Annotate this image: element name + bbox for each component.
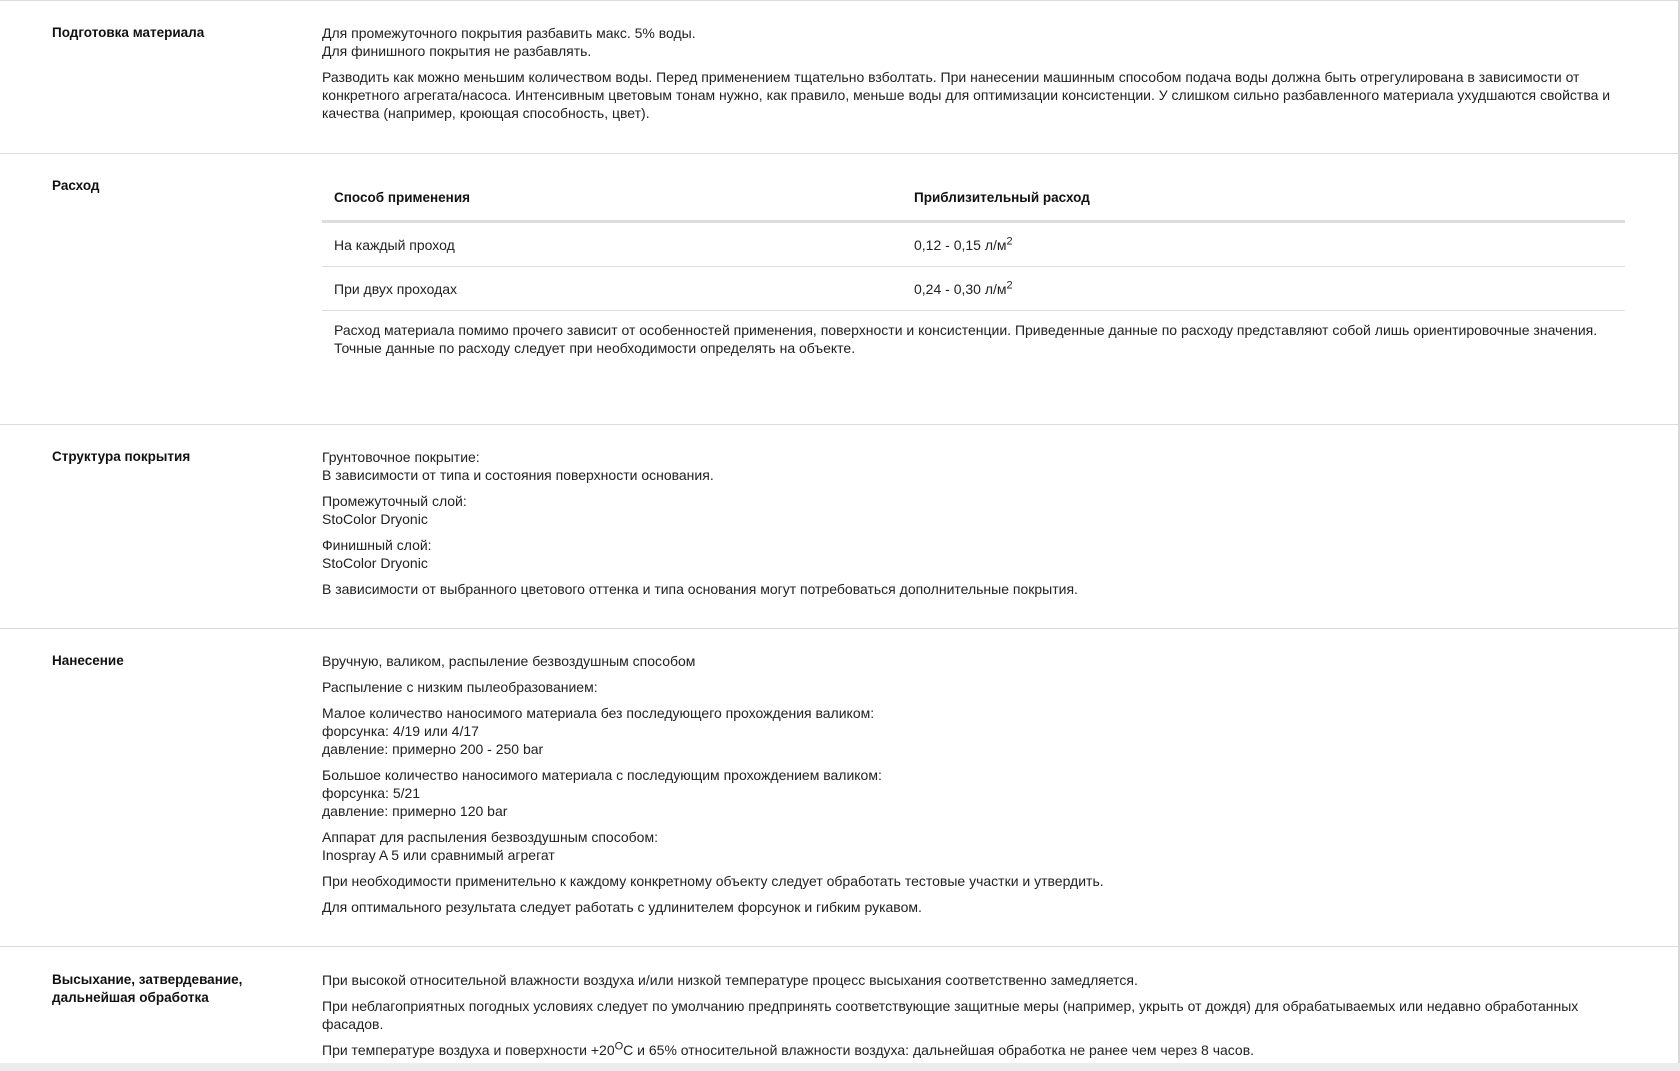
paragraph bbox=[322, 492, 1622, 528]
amount-value: 0,24 - 0,30 л/м bbox=[914, 280, 1007, 297]
section-content bbox=[322, 652, 1622, 924]
text-line: Для финишного покрытия не разбавлять. bbox=[322, 43, 592, 59]
column-header-amount: Приблизительный расход bbox=[902, 176, 1625, 222]
method-cell: При двух проходах bbox=[322, 267, 902, 311]
text-line: В зависимости от типа и состояния поверхности основания. bbox=[322, 467, 714, 483]
text-line: Для промежуточного покрытия разбавить макс. 5% воды. bbox=[322, 25, 696, 41]
paragraph: Для оптимального результата следует работать с удлинителем форсунок и гибким рукавом. bbox=[322, 899, 922, 915]
section-application bbox=[0, 628, 1678, 947]
table-row bbox=[322, 267, 1625, 311]
text-fragment: C и 65% относительной влажности воздуха: дальнейшая обработка не ранее чем через 8 часов. bbox=[623, 1042, 1255, 1058]
consumption-note: Расход материала помимо прочего зависит от особенностей применения, поверхности и консистенции. Приведенные данные по расходу представляют собой лишь ориентировочные значения. Точные данные по расходу следует при необходимости определять на объекте. bbox=[334, 322, 1598, 356]
section-label: Подготовка материала bbox=[52, 25, 205, 40]
section-label: Структура покрытия bbox=[52, 449, 191, 464]
paragraph: Вручную, валиком, распыление безвоздушным способом bbox=[322, 653, 696, 669]
text-line: давление: примерно 120 bar bbox=[322, 803, 508, 819]
text-line: давление: примерно 200 - 250 bar bbox=[322, 741, 544, 757]
paragraph: Распыление с низким пылеобразованием: bbox=[322, 679, 598, 695]
table-note-row bbox=[322, 311, 1625, 358]
text-line: форсунка: 5/21 bbox=[322, 785, 421, 801]
amount-cell bbox=[902, 222, 1625, 267]
bottom-edge-bar bbox=[0, 1063, 1680, 1071]
paragraph: При неблагоприятных погодных условиях следует по умолчанию предпринять соответствующие защитные меры (например, укрыть от дождя) для обрабатываемых или недавно обработанных фасадов. bbox=[322, 998, 1579, 1032]
paragraph bbox=[322, 536, 1622, 572]
text-line: Финишный слой: bbox=[322, 537, 432, 553]
text-line: StoColor Dryonic bbox=[322, 511, 428, 527]
degree-superscript: O bbox=[614, 1040, 624, 1053]
paragraph: В зависимости от выбранного цветового оттенка и типа основания могут потребоваться дополнительные покрытия. bbox=[322, 581, 1078, 597]
text-line: Малое количество наносимого материала без последующего прохождения валиком: bbox=[322, 705, 875, 721]
unit-superscript: 2 bbox=[1006, 234, 1013, 247]
paragraph bbox=[322, 704, 1622, 758]
paragraph: Разводить как можно меньшим количеством воды. Перед применением тщательно взболтать. При нанесении машинным способом подача воды должна быть отрегулирована в зависимости от конкретного агрегата/насоса. Интенсивным цветовым тонам нужно, как правило, меньше воды для оптимизации консистенции. У слишком сильно разбавленного материала ухудшаются свойства и качества (например, кроющая способность, цвет). bbox=[322, 69, 1611, 121]
method-cell: На каждый проход bbox=[322, 222, 902, 267]
paragraph bbox=[322, 828, 1622, 864]
paragraph: При необходимости применительно к каждому конкретному объекту следует обработать тестовые участки и утвердить. bbox=[322, 873, 1104, 889]
text-line: форсунка: 4/19 или 4/17 bbox=[322, 723, 479, 739]
section-coating-structure bbox=[0, 424, 1678, 629]
consumption-table bbox=[322, 176, 1625, 357]
text-line: Большое количество наносимого материала с последующим прохождением валиком: bbox=[322, 767, 882, 783]
section-label bbox=[52, 971, 272, 1007]
table-header-row bbox=[322, 176, 1625, 222]
section-label: Нанесение bbox=[52, 653, 124, 668]
text-line: Промежуточный слой: bbox=[322, 493, 467, 509]
paragraph: При высокой относительной влажности воздуха и/или низкой температуре процесс высыхания соответственно замедляется. bbox=[322, 972, 1138, 988]
amount-value: 0,12 - 0,15 л/м bbox=[914, 236, 1007, 253]
section-material-prep bbox=[0, 0, 1678, 154]
label-line: дальнейшая обработка bbox=[52, 990, 209, 1005]
text-fragment: При температуре воздуха и поверхности +20 bbox=[322, 1042, 615, 1058]
paragraph bbox=[322, 766, 1622, 820]
section-drying bbox=[0, 946, 1678, 1064]
amount-cell bbox=[902, 267, 1625, 311]
column-header-method: Способ применения bbox=[322, 176, 902, 222]
label-line: Высыхание, затвердевание, bbox=[52, 972, 243, 987]
text-line: Аппарат для распыления безвоздушным способом: bbox=[322, 829, 658, 845]
text-line: Inospray A 5 или сравнимый агрегат bbox=[322, 847, 555, 863]
unit-superscript: 2 bbox=[1006, 278, 1013, 291]
paragraph bbox=[322, 1041, 1622, 1059]
text-line: StoColor Dryonic bbox=[322, 555, 428, 571]
paragraph bbox=[322, 448, 1622, 484]
section-content bbox=[322, 448, 1622, 606]
table-row bbox=[322, 222, 1625, 267]
paragraph bbox=[322, 24, 1622, 60]
section-content bbox=[322, 24, 1622, 130]
text-line: Грунтовочное покрытие: bbox=[322, 449, 480, 465]
section-label: Расход bbox=[52, 178, 100, 193]
section-content bbox=[322, 971, 1622, 1067]
